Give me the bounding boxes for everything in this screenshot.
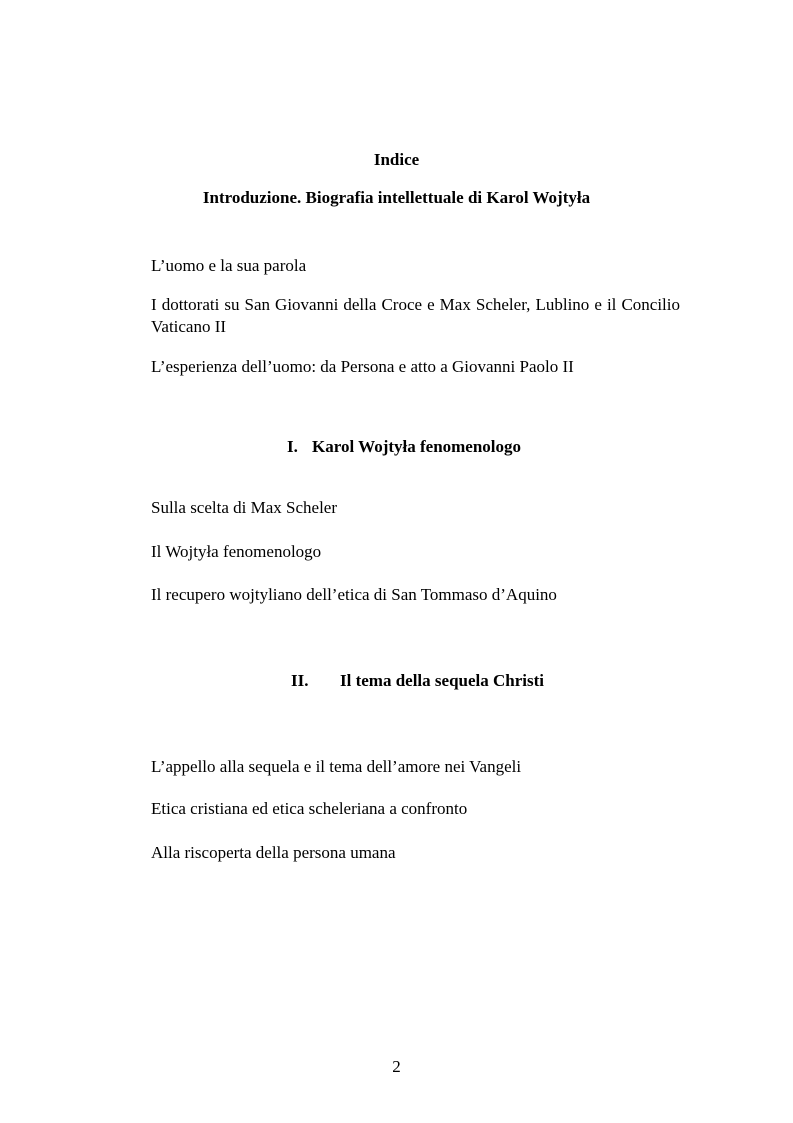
intro-heading-separator: . — [297, 188, 302, 207]
chapter-1-numeral: I. — [287, 437, 298, 456]
page-number: 2 — [392, 1057, 401, 1076]
chapter-1-title: Karol Wojtyła fenomenologo — [312, 437, 522, 456]
intro-heading-rest: Biografia intellettuale di Karol Wojtyła — [301, 188, 591, 207]
chapter-2-numeral: II. — [291, 671, 309, 690]
chapter-2-title: Il tema della sequela Christi — [340, 671, 544, 690]
chapter-2-heading — [291, 670, 544, 692]
toc-entry-ch1-1: Sulla scelta di Max Scheler — [151, 498, 338, 517]
page-title: Indice — [373, 150, 420, 169]
toc-entry-intro-1: L’uomo e la sua parola — [151, 256, 307, 275]
intro-heading-label: Introduzione — [202, 188, 298, 207]
toc-entry-ch1-2: Il Wojtyła fenomenologo — [151, 542, 322, 561]
toc-entry-ch2-3: Alla riscoperta della persona umana — [151, 843, 396, 862]
toc-entry-ch2-1: L’appello alla sequela e il tema dell’amore nei Vangeli — [151, 757, 522, 776]
intro-heading — [0, 187, 793, 209]
toc-entry-intro-2: I dottorati su San Giovanni della Croce e Max Scheler, Lublino e il Concilio Vaticano II — [151, 295, 680, 336]
toc-entry-ch2-2: Etica cristiana ed etica scheleriana a confronto — [151, 799, 468, 818]
toc-entry-ch1-3: Il recupero wojtyliano dell’etica di San Tommaso d’Aquino — [151, 585, 557, 604]
chapter-1-heading — [287, 436, 521, 458]
toc-entry-intro-3: L’esperienza dell’uomo: da Persona e atto a Giovanni Paolo II — [151, 357, 574, 376]
